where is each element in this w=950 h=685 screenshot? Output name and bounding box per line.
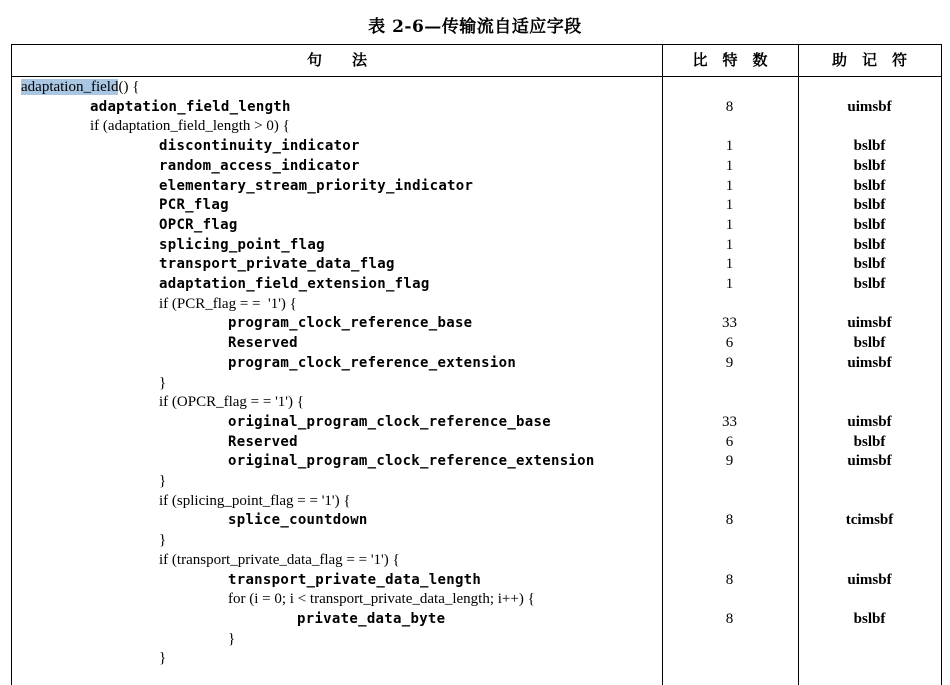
table-row [12, 156, 941, 176]
bits-cell: 9 [725, 453, 734, 470]
bits-cell: 8 [725, 512, 734, 529]
mnemonic-cell: uimsbf [847, 453, 892, 470]
mnemonic-cell: uimsbf [847, 98, 892, 115]
table-row [12, 589, 941, 609]
syntax-cell: Reserved [228, 335, 298, 352]
table-row [12, 471, 941, 491]
bits-cell: 1 [725, 276, 734, 292]
syntax-cell: if (PCR_flag = = '1') { [159, 295, 297, 312]
table-row [12, 116, 941, 136]
table-row [12, 629, 941, 649]
bits-cell: 8 [725, 610, 734, 627]
table-row [12, 530, 941, 550]
syntax-cell: transport_private_data_length [228, 571, 482, 588]
table-row [12, 136, 941, 156]
syntax-cell: program_clock_reference_extension [228, 354, 517, 371]
table-row [12, 235, 941, 255]
syntax-cell: original_program_clock_reference_base [228, 413, 551, 430]
bits-cell: 1 [725, 197, 734, 214]
bits-cell: 1 [725, 177, 734, 194]
syntax-cell: } [159, 473, 167, 489]
table-row [12, 491, 941, 511]
table-title: 表 2-6—传输流自适应字段 [368, 17, 582, 37]
table-row [12, 195, 941, 215]
table-row [12, 274, 941, 294]
mnemonic-cell: uimsbf [847, 354, 892, 371]
table-row [12, 77, 941, 97]
table-row [12, 451, 941, 471]
syntax-cell: } [228, 630, 236, 647]
table-row [12, 313, 941, 333]
mnemonic-cell: bslbf [853, 276, 886, 292]
syntax-cell: OPCR_flag [159, 216, 238, 233]
table-row [12, 373, 941, 393]
table-row [12, 333, 941, 353]
bits-cell: 1 [725, 236, 734, 253]
table-row [12, 412, 941, 432]
bits-cell: 1 [725, 256, 734, 273]
bits-cell: 8 [725, 571, 734, 588]
header-syntax: 句 法 [306, 51, 367, 69]
bits-cell: 8 [725, 98, 734, 115]
syntax-table [11, 44, 942, 685]
mnemonic-cell: bslbf [853, 256, 886, 273]
table-row [12, 176, 941, 196]
bits-cell: 1 [725, 138, 734, 155]
mnemonic-cell: bslbf [853, 236, 886, 253]
mnemonic-cell: uimsbf [847, 571, 892, 588]
syntax-cell: splicing_point_flag [159, 236, 325, 253]
bits-cell: 1 [725, 157, 734, 174]
syntax-cell: if (adaptation_field_length > 0) { [90, 118, 290, 135]
syntax-cell: original_program_clock_reference_extension [228, 453, 595, 470]
mnemonic-cell: tcimsbf [845, 512, 894, 529]
syntax-cell: if (transport_private_data_flag = = '1') { [159, 551, 400, 568]
table-row [12, 254, 941, 274]
table-row [12, 215, 941, 235]
syntax-cell: elementary_stream_priority_indicator [159, 177, 474, 194]
syntax-cell: } [159, 650, 167, 667]
mnemonic-cell: bslbf [853, 138, 886, 155]
mnemonic-cell: uimsbf [847, 315, 892, 332]
bits-cell: 6 [725, 335, 734, 352]
table-row [12, 353, 941, 373]
mnemonic-cell: bslbf [853, 335, 886, 352]
mnemonic-cell: uimsbf [847, 413, 892, 430]
syntax-cell: PCR_flag [159, 197, 229, 214]
syntax-cell: random_access_indicator [159, 157, 360, 174]
syntax-cell: Reserved [228, 433, 298, 450]
mnemonic-cell: bslbf [853, 197, 886, 214]
table-row [12, 510, 941, 530]
bits-cell: 33 [722, 315, 737, 332]
mnemonic-cell: bslbf [853, 216, 886, 233]
syntax-cell: adaptation_field_length [90, 98, 291, 115]
syntax-cell: for (i = 0; i < transport_private_data_length; i++) { [228, 591, 535, 608]
syntax-cell: transport_private_data_flag [159, 256, 395, 273]
bits-cell: 6 [725, 433, 734, 450]
syntax-cell: } [159, 374, 167, 391]
bits-cell: 9 [725, 354, 734, 371]
table-row [12, 432, 941, 452]
syntax-cell: program_clock_reference_base [228, 315, 473, 332]
table-row [12, 648, 941, 668]
mnemonic-cell: bslbf [853, 610, 886, 627]
mnemonic-cell: bslbf [853, 177, 886, 194]
table-row [12, 294, 941, 314]
syntax-cell: if (splicing_point_flag = = '1') { [159, 492, 351, 509]
table-row [12, 550, 941, 570]
syntax-cell: adaptation_field() { [21, 79, 140, 95]
table-row [12, 97, 941, 117]
syntax-cell: discontinuity_indicator [159, 138, 360, 155]
mnemonic-cell: bslbf [853, 433, 886, 450]
bits-cell: 33 [722, 413, 737, 430]
table-row [12, 392, 941, 412]
syntax-cell: private_data_byte [297, 610, 446, 627]
bits-cell: 1 [725, 216, 734, 233]
syntax-cell: } [159, 532, 167, 549]
table-row [12, 609, 941, 629]
syntax-cell: splice_countdown [228, 512, 368, 529]
syntax-cell: if (OPCR_flag = = '1') { [159, 394, 304, 411]
syntax-cell: adaptation_field_extension_flag [159, 276, 430, 292]
selection-highlight: adaptation_field [21, 79, 119, 95]
header-bits: 比 特 数 [692, 51, 768, 69]
table-row [12, 570, 941, 590]
header-mnemonic: 助 记 符 [831, 51, 907, 69]
mnemonic-cell: bslbf [853, 157, 886, 174]
